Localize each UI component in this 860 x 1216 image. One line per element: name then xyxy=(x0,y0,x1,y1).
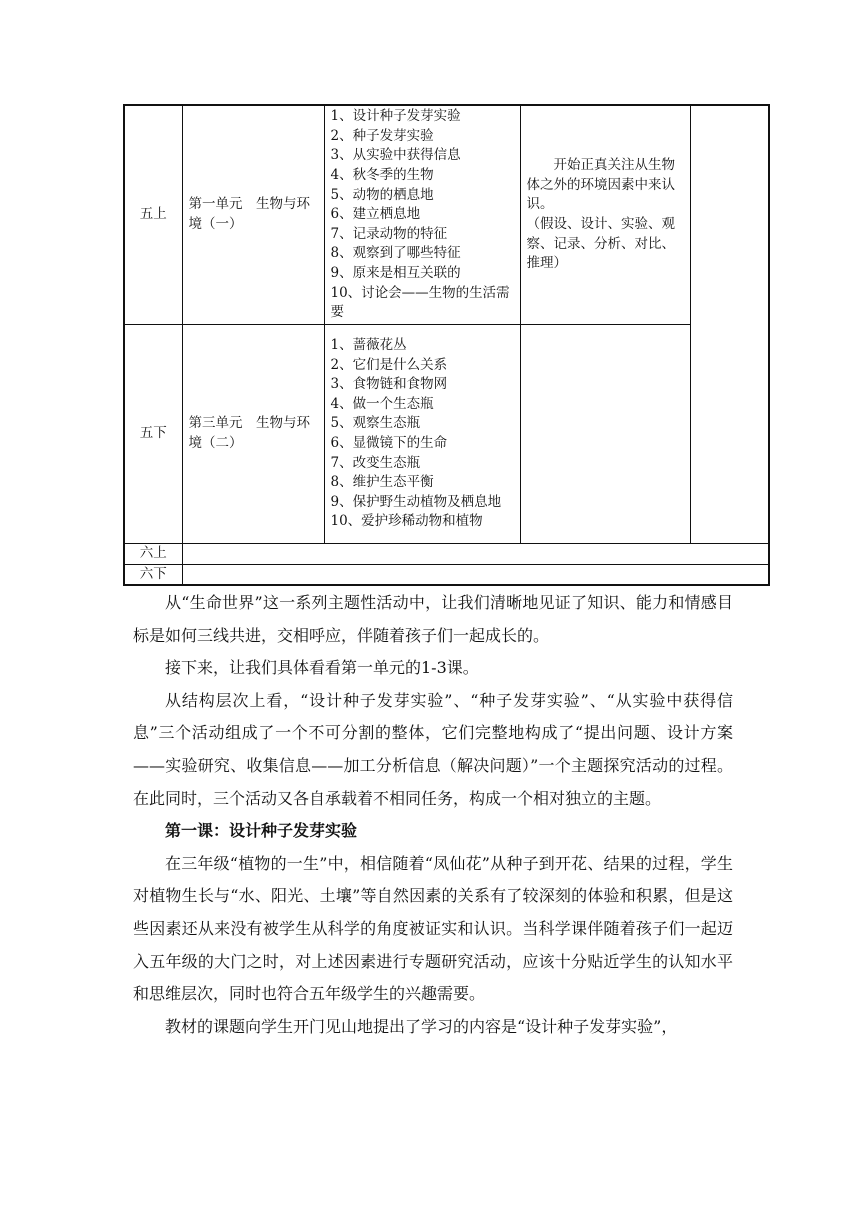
section-heading: 第一课：设计种子发芽实验 xyxy=(165,821,358,841)
list-item: 8、观察到了哪些特征 xyxy=(330,245,461,262)
list-item: 7、记录动物的特征 xyxy=(330,225,448,242)
list-item: 9、原来是相互关联的 xyxy=(330,264,461,281)
table-row xyxy=(124,564,769,585)
list-item: 4、秋冬季的生物 xyxy=(330,167,434,184)
paragraph: 从“生命世界”这一系列主题性活动中，让我们清晰地见证了知识、能力和情感目标是如何三线共进，交相呼应，伴随着孩子们一起成长的。 xyxy=(133,593,733,645)
list-item: 4、做一个生态瓶 xyxy=(330,395,434,412)
goal-cell xyxy=(520,105,690,325)
paragraph: 在三年级“植物的一生”中，相信随着“凤仙花”从种子到开花、结果的过程，学生对植物生长与“水、阳光、土壤”等自然因素的关系有了较深刻的体验和积累，但是这些因素还从来没有被学生从科学的角度被证实和认识。当科学课伴随着孩子们一起迈入五年级的大门之时，对上述因素进行专题研究活动，应该十分贴近学生的认知水平和思维层次，同时也符合五年级学生的兴趣需要。 xyxy=(133,853,733,1004)
lesson-list xyxy=(324,105,520,325)
empty-cell xyxy=(182,564,769,585)
paragraph: 接下来，让我们具体看看第一单元的1-3课。 xyxy=(165,658,479,678)
curriculum-table xyxy=(123,104,770,586)
goal-skills-text: （假设、设计、实验、观察、记录、分析、对比、推理） xyxy=(526,216,675,272)
body-text xyxy=(133,587,733,1043)
grade-cell: 五下 xyxy=(124,325,182,544)
list-item: 10、爱护珍稀动物和植物 xyxy=(330,513,483,530)
list-item: 5、动物的栖息地 xyxy=(330,186,434,203)
list-item: 5、观察生态瓶 xyxy=(330,415,421,432)
paragraph: 教材的课题向学生开门见山地提出了学习的内容是“设计种子发芽实验”， xyxy=(165,1016,678,1036)
list-item: 8、维护生态平衡 xyxy=(330,474,434,491)
grade-cell: 五上 xyxy=(124,105,182,325)
list-item: 3、食物链和食物网 xyxy=(330,376,448,393)
list-item: 1、设计种子发芽实验 xyxy=(330,108,461,125)
list-item: 7、改变生态瓶 xyxy=(330,454,421,471)
lesson-list xyxy=(324,325,520,544)
list-item: 2、它们是什么关系 xyxy=(330,356,448,373)
list-item: 3、从实验中获得信息 xyxy=(330,147,461,164)
table-row xyxy=(124,105,769,325)
list-item: 6、建立栖息地 xyxy=(330,206,421,223)
list-item: 10、讨论会——生物的生活需要 xyxy=(330,284,510,321)
grade-cell: 六下 xyxy=(124,564,182,585)
unit-cell: 第一单元 生物与环境（一） xyxy=(182,105,324,325)
list-item: 9、保护野生动植物及栖息地 xyxy=(330,493,502,510)
goal-main-text: 开始正真关注从生物体之外的环境因素中来认识。 xyxy=(526,157,675,213)
table-row xyxy=(124,325,769,544)
list-item: 6、显微镜下的生命 xyxy=(330,435,448,451)
table-row xyxy=(124,544,769,565)
empty-cell xyxy=(520,325,690,544)
empty-cell xyxy=(690,105,769,544)
grade-cell: 六上 xyxy=(124,544,182,565)
empty-cell xyxy=(182,544,769,565)
unit-cell: 第三单元 生物与环境（二） xyxy=(182,325,324,544)
paragraph: 从结构层次上看，“设计种子发芽实验”、“种子发芽实验”、“从实验中获得信息”三个活动组成了一个不可分割的整体，它们完整地构成了“提出问题、设计方案——实验研究、收集信息——加工分析信息（解决问题）”一个主题探究活动的过程。在此同时，三个活动又各自承载着不相同任务，构成一个相对独立的主题。 xyxy=(133,690,733,808)
list-item: 1、蔷薇花丛 xyxy=(330,337,407,354)
list-item: 2、种子发芽实验 xyxy=(330,127,434,144)
